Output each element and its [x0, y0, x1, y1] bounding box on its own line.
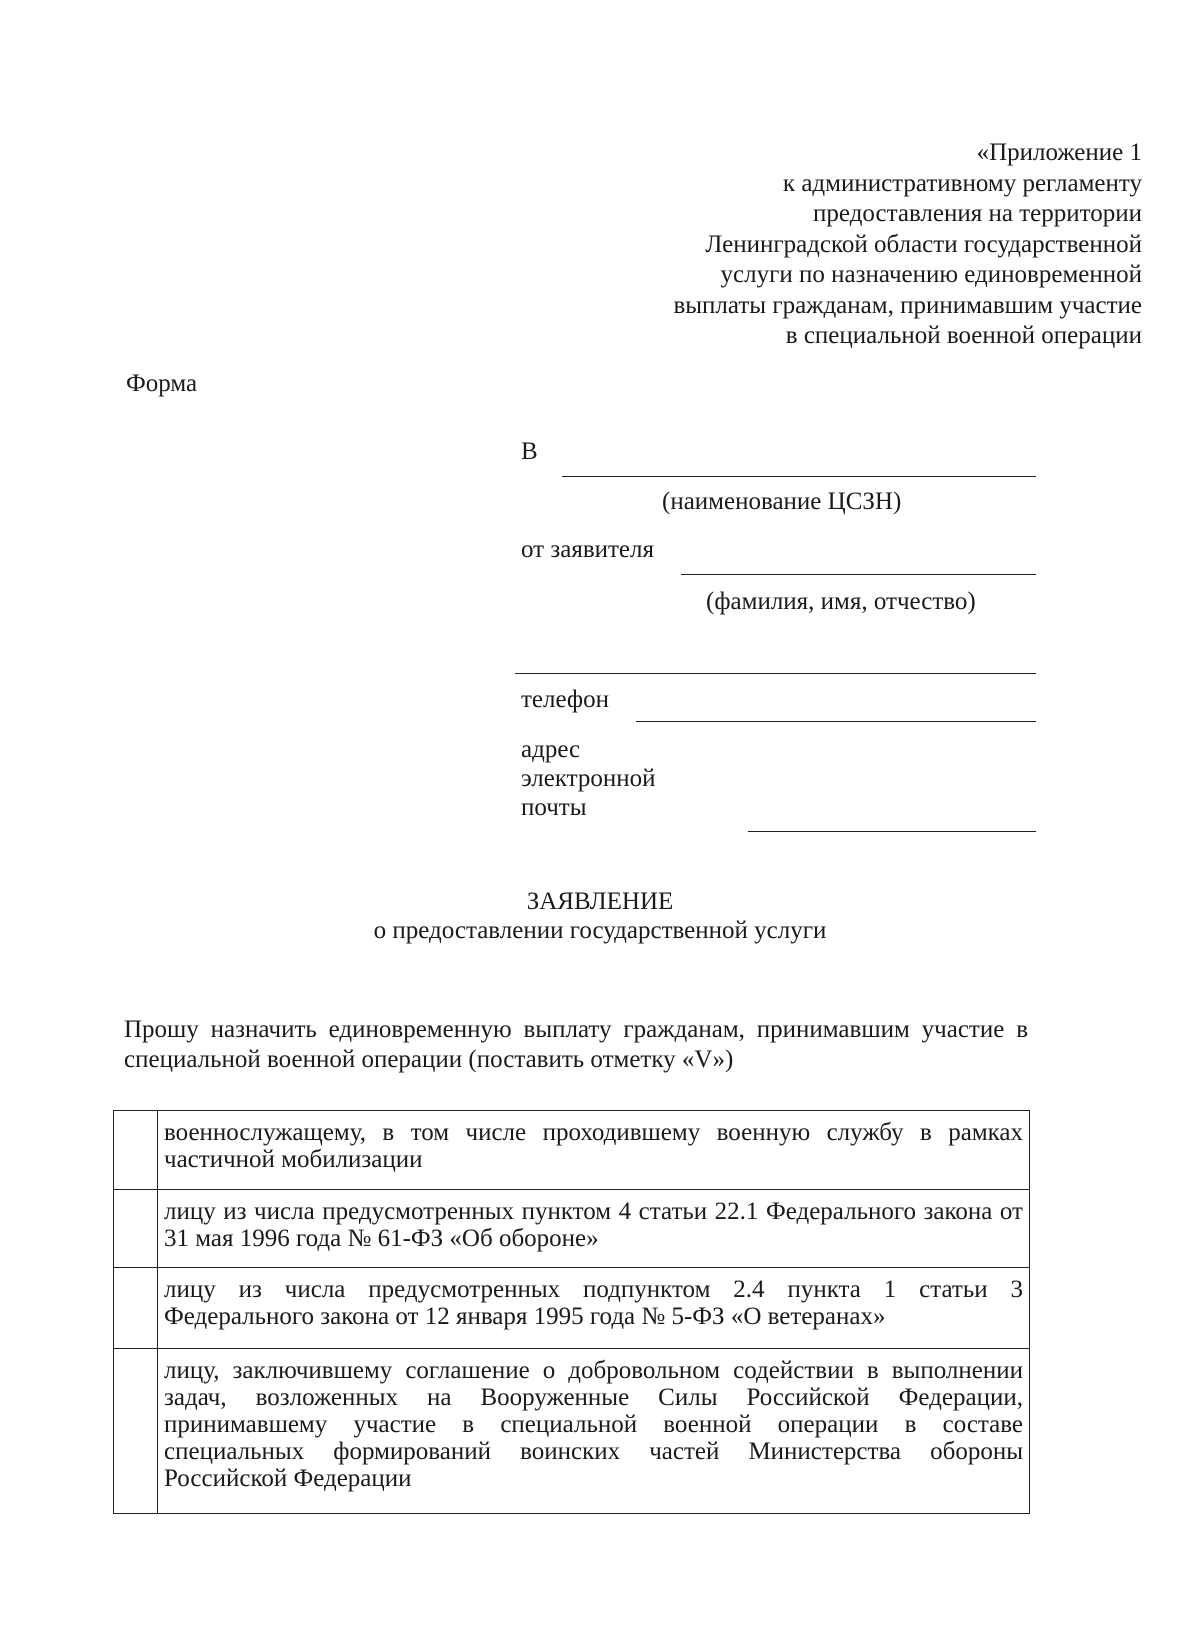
- option-checkbox-cell[interactable]: [114, 1190, 158, 1268]
- request-paragraph: Прошу назначить единовременную выплату гражданам, принимавшим участие в специальной военной операции (поставить отметку «V»): [124, 1016, 1028, 1073]
- email-field[interactable]: [748, 831, 1036, 832]
- to-recipient-field[interactable]: [562, 476, 1036, 477]
- appendix-line: Ленинградской области государственной: [705, 230, 1142, 258]
- to-caption: (наименование ЦСЗН): [662, 488, 902, 515]
- option-row: [114, 1190, 1030, 1268]
- from-label: от заявителя: [521, 536, 654, 563]
- phone-field[interactable]: [636, 721, 1036, 722]
- option-text: военнослужащему, в том числе проходившему военную службу в рамках частичной мобилизации: [158, 1111, 1030, 1190]
- appendix-line: к административному регламенту: [782, 169, 1142, 197]
- applicant-name-field-continued[interactable]: [515, 673, 1036, 674]
- option-checkbox[interactable]: [114, 1349, 157, 1409]
- email-label-line: электронной: [521, 765, 656, 792]
- from-caption: (фамилия, имя, отчество): [706, 588, 976, 615]
- appendix-line: услуги по назначению единовременной: [720, 261, 1142, 288]
- option-row: [114, 1268, 1030, 1349]
- option-text: лицу, заключившему соглашение о добровольном содействии в выполнении задач, возложенных на Вооруженные Силы Российской Федерации, принимавшему участие в специальной военной операции в составе специальных формирований воинских частей Министерства обороны Российской Федерации: [158, 1349, 1030, 1514]
- document-subtitle: о предоставлении государственной услуги: [373, 917, 827, 944]
- document-title: ЗАЯВЛЕНИЕ: [526, 888, 674, 915]
- appendix-line: предоставления на территории: [813, 200, 1142, 227]
- option-checkbox[interactable]: [114, 1190, 157, 1250]
- email-label-line: почты: [521, 794, 587, 821]
- option-checkbox[interactable]: [114, 1111, 157, 1171]
- to-prefix: В: [521, 438, 538, 465]
- option-text: лицу из числа предусмотренных пунктом 4 статьи 22.1 Федерального закона от 31 мая 1996 года № 61-ФЗ «Об обороне»: [158, 1190, 1030, 1268]
- form-label: Форма: [126, 370, 198, 397]
- appendix-header: [522, 138, 1142, 352]
- option-text: лицу из числа предусмотренных подпунктом 2.4 пункта 1 статьи 3 Федерального закона от 12 января 1995 года № 5-ФЗ «О ветеранах»: [158, 1268, 1030, 1349]
- option-row: [114, 1349, 1030, 1514]
- applicant-name-field[interactable]: [681, 574, 1036, 575]
- option-checkbox-cell[interactable]: [114, 1268, 158, 1349]
- appendix-line: «Приложение 1: [976, 139, 1142, 166]
- option-checkbox-cell[interactable]: [114, 1349, 158, 1514]
- option-checkbox[interactable]: [114, 1268, 157, 1328]
- options-table: [113, 1110, 1030, 1514]
- appendix-line: выплаты гражданам, принимавшим участие: [673, 291, 1142, 319]
- email-label-line: адрес: [521, 736, 581, 763]
- option-checkbox-cell[interactable]: [114, 1111, 158, 1190]
- appendix-line: в специальной военной операции: [785, 322, 1142, 349]
- option-row: [114, 1111, 1030, 1190]
- phone-label: телефон: [521, 686, 609, 713]
